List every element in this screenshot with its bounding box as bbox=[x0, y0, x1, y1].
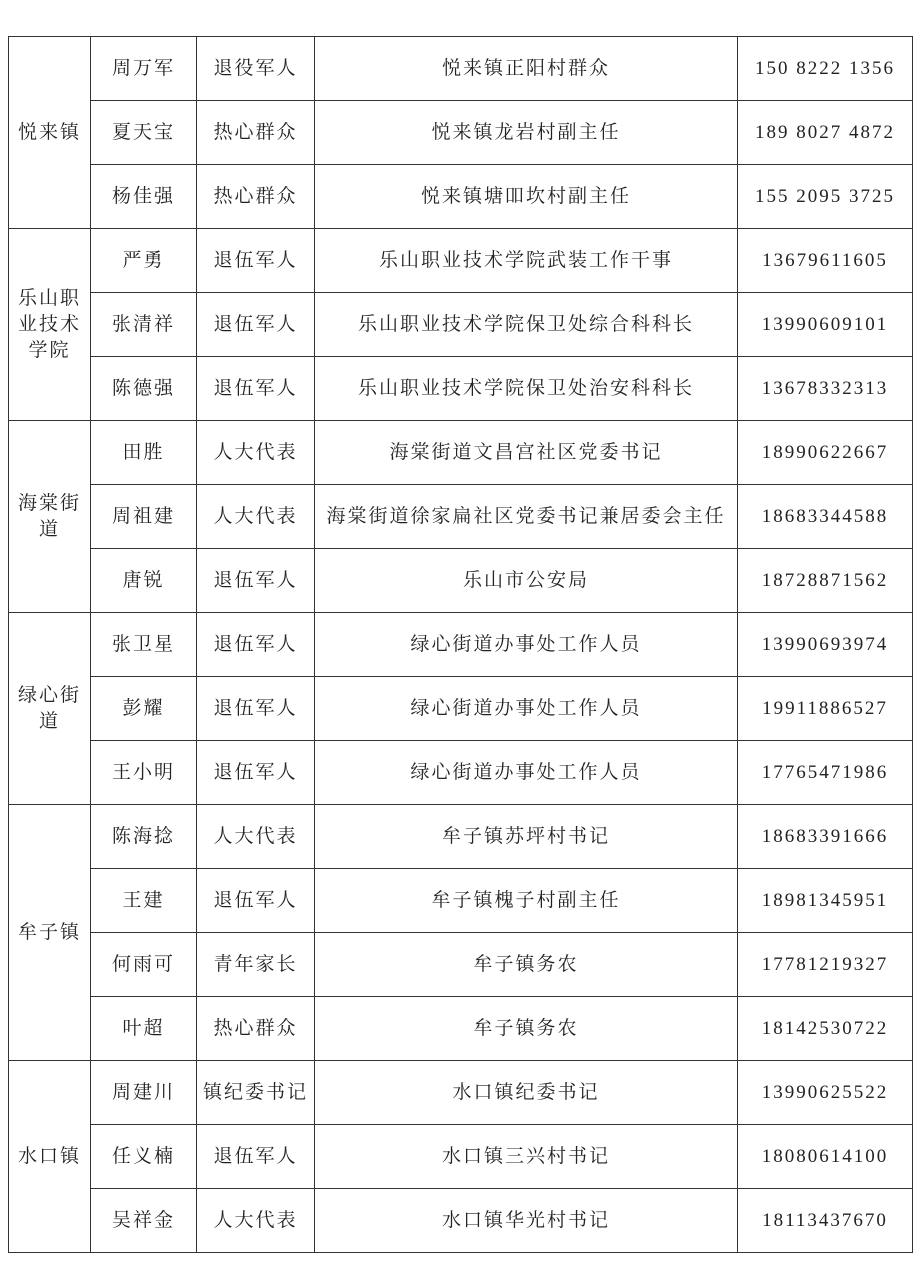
name-cell: 叶超 bbox=[91, 997, 197, 1061]
position-cell: 乐山职业技术学院武装工作干事 bbox=[315, 229, 738, 293]
phone-cell: 18142530722 bbox=[738, 997, 913, 1061]
table-row bbox=[9, 1061, 913, 1125]
position-cell: 海棠街道徐家扁社区党委书记兼居委会主任 bbox=[315, 485, 738, 549]
identity-cell: 人大代表 bbox=[197, 1189, 315, 1253]
identity-cell: 退役军人 bbox=[197, 37, 315, 101]
unit-cell: 牟子镇 bbox=[9, 805, 91, 1061]
unit-cell: 乐山职业技术学院 bbox=[9, 229, 91, 421]
table-row bbox=[9, 357, 913, 421]
name-cell: 周祖建 bbox=[91, 485, 197, 549]
identity-cell: 退伍军人 bbox=[197, 229, 315, 293]
identity-cell: 退伍军人 bbox=[197, 613, 315, 677]
position-cell: 悦来镇正阳村群众 bbox=[315, 37, 738, 101]
position-cell: 绿心街道办事处工作人员 bbox=[315, 741, 738, 805]
identity-cell: 人大代表 bbox=[197, 805, 315, 869]
position-cell: 牟子镇槐子村副主任 bbox=[315, 869, 738, 933]
name-cell: 严勇 bbox=[91, 229, 197, 293]
roster-body bbox=[9, 37, 913, 1253]
table-row bbox=[9, 485, 913, 549]
identity-cell: 热心群众 bbox=[197, 997, 315, 1061]
position-cell: 乐山职业技术学院保卫处治安科科长 bbox=[315, 357, 738, 421]
table-row bbox=[9, 549, 913, 613]
identity-cell: 退伍军人 bbox=[197, 1125, 315, 1189]
identity-cell: 人大代表 bbox=[197, 421, 315, 485]
unit-cell: 水口镇 bbox=[9, 1061, 91, 1253]
table-row bbox=[9, 101, 913, 165]
name-cell: 唐锐 bbox=[91, 549, 197, 613]
position-cell: 乐山职业技术学院保卫处综合科科长 bbox=[315, 293, 738, 357]
phone-cell: 155 2095 3725 bbox=[738, 165, 913, 229]
identity-cell: 退伍军人 bbox=[197, 741, 315, 805]
name-cell: 彭耀 bbox=[91, 677, 197, 741]
unit-cell: 悦来镇 bbox=[9, 37, 91, 229]
position-cell: 绿心街道办事处工作人员 bbox=[315, 677, 738, 741]
name-cell: 陈德强 bbox=[91, 357, 197, 421]
phone-cell: 18683344588 bbox=[738, 485, 913, 549]
name-cell: 周万军 bbox=[91, 37, 197, 101]
name-cell: 周建川 bbox=[91, 1061, 197, 1125]
table-row bbox=[9, 741, 913, 805]
phone-cell: 13678332313 bbox=[738, 357, 913, 421]
identity-cell: 退伍军人 bbox=[197, 549, 315, 613]
table-row bbox=[9, 613, 913, 677]
position-cell: 海棠街道文昌宫社区党委书记 bbox=[315, 421, 738, 485]
name-cell: 张卫星 bbox=[91, 613, 197, 677]
position-cell: 水口镇华光村书记 bbox=[315, 1189, 738, 1253]
name-cell: 何雨可 bbox=[91, 933, 197, 997]
unit-cell: 绿心街道 bbox=[9, 613, 91, 805]
identity-cell: 退伍军人 bbox=[197, 293, 315, 357]
phone-cell: 19911886527 bbox=[738, 677, 913, 741]
position-cell: 牟子镇务农 bbox=[315, 997, 738, 1061]
identity-cell: 人大代表 bbox=[197, 485, 315, 549]
phone-cell: 189 8027 4872 bbox=[738, 101, 913, 165]
name-cell: 杨佳强 bbox=[91, 165, 197, 229]
position-cell: 悦来镇塘吅坎村副主任 bbox=[315, 165, 738, 229]
phone-cell: 13990625522 bbox=[738, 1061, 913, 1125]
phone-cell: 18990622667 bbox=[738, 421, 913, 485]
table-row bbox=[9, 997, 913, 1061]
phone-cell: 150 8222 1356 bbox=[738, 37, 913, 101]
identity-cell: 热心群众 bbox=[197, 101, 315, 165]
name-cell: 王小明 bbox=[91, 741, 197, 805]
name-cell: 王建 bbox=[91, 869, 197, 933]
table-row bbox=[9, 869, 913, 933]
phone-cell: 17765471986 bbox=[738, 741, 913, 805]
position-cell: 牟子镇苏坪村书记 bbox=[315, 805, 738, 869]
table-row bbox=[9, 293, 913, 357]
table-row bbox=[9, 933, 913, 997]
phone-cell: 18981345951 bbox=[738, 869, 913, 933]
identity-cell: 热心群众 bbox=[197, 165, 315, 229]
identity-cell: 镇纪委书记 bbox=[197, 1061, 315, 1125]
name-cell: 任义楠 bbox=[91, 1125, 197, 1189]
position-cell: 水口镇纪委书记 bbox=[315, 1061, 738, 1125]
position-cell: 悦来镇龙岩村副主任 bbox=[315, 101, 738, 165]
identity-cell: 退伍军人 bbox=[197, 677, 315, 741]
name-cell: 张清祥 bbox=[91, 293, 197, 357]
table-row bbox=[9, 165, 913, 229]
phone-cell: 17781219327 bbox=[738, 933, 913, 997]
table-row bbox=[9, 37, 913, 101]
name-cell: 田胜 bbox=[91, 421, 197, 485]
position-cell: 牟子镇务农 bbox=[315, 933, 738, 997]
table-row bbox=[9, 421, 913, 485]
unit-cell: 海棠街道 bbox=[9, 421, 91, 613]
phone-cell: 18080614100 bbox=[738, 1125, 913, 1189]
table-row bbox=[9, 677, 913, 741]
identity-cell: 退伍军人 bbox=[197, 357, 315, 421]
contact-roster-table bbox=[8, 36, 913, 1253]
phone-cell: 13679611605 bbox=[738, 229, 913, 293]
phone-cell: 13990693974 bbox=[738, 613, 913, 677]
name-cell: 吴祥金 bbox=[91, 1189, 197, 1253]
position-cell: 水口镇三兴村书记 bbox=[315, 1125, 738, 1189]
table-row bbox=[9, 805, 913, 869]
name-cell: 夏天宝 bbox=[91, 101, 197, 165]
phone-cell: 18113437670 bbox=[738, 1189, 913, 1253]
identity-cell: 青年家长 bbox=[197, 933, 315, 997]
position-cell: 乐山市公安局 bbox=[315, 549, 738, 613]
table-row bbox=[9, 229, 913, 293]
phone-cell: 18728871562 bbox=[738, 549, 913, 613]
table-row bbox=[9, 1189, 913, 1253]
table-row bbox=[9, 1125, 913, 1189]
identity-cell: 退伍军人 bbox=[197, 869, 315, 933]
position-cell: 绿心街道办事处工作人员 bbox=[315, 613, 738, 677]
name-cell: 陈海捻 bbox=[91, 805, 197, 869]
phone-cell: 18683391666 bbox=[738, 805, 913, 869]
phone-cell: 13990609101 bbox=[738, 293, 913, 357]
